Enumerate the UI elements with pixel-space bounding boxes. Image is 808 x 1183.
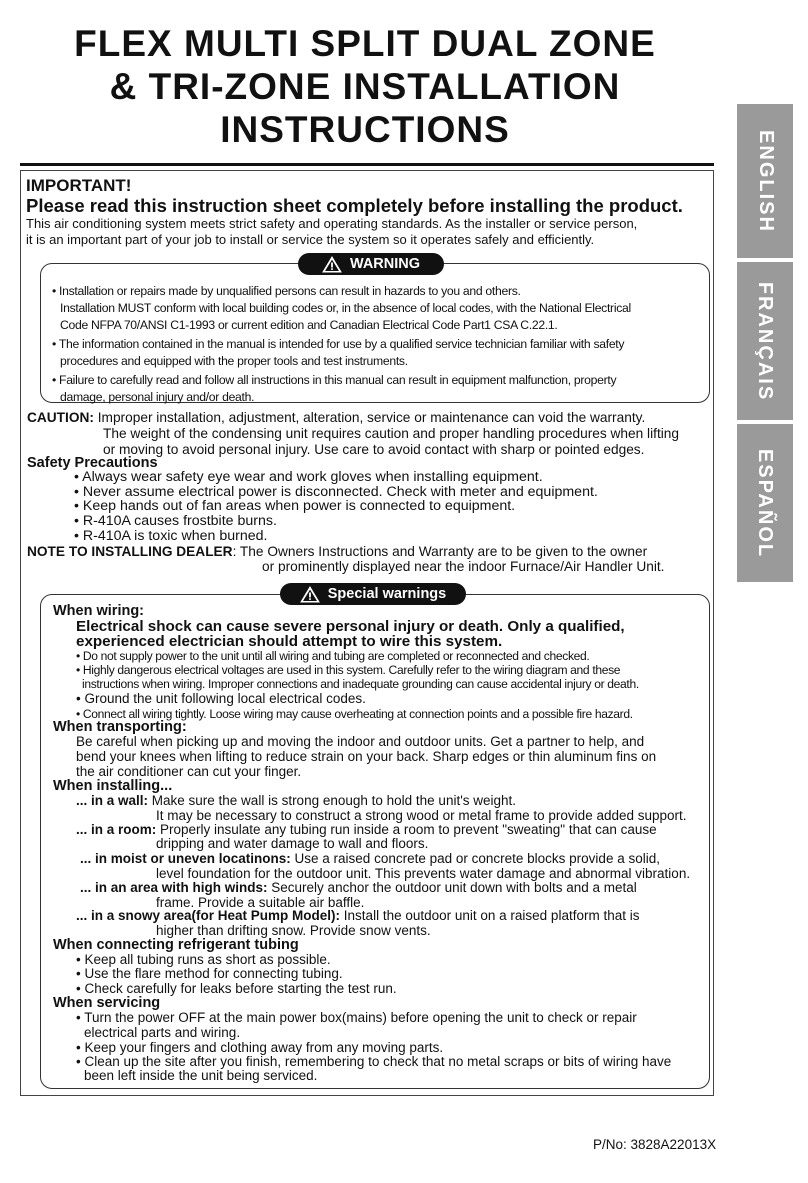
warning-line: damage, personal injury and/or death. xyxy=(60,390,255,404)
install-wall xyxy=(76,794,516,809)
install-wind-text: Securely anchor the outdoor unit down with bolts and a metal xyxy=(267,880,637,895)
install-snow xyxy=(76,909,639,924)
transporting-heading: When transporting: xyxy=(53,719,187,735)
safety-heading: Safety Precautions xyxy=(27,455,158,471)
caution-line: Improper installation, adjustment, alteration, service or maintenance can void the warranty. xyxy=(97,410,646,425)
tab-francais[interactable] xyxy=(737,262,793,420)
dealer-note-label: NOTE TO INSTALLING DEALER xyxy=(27,544,233,559)
caution-text xyxy=(27,410,645,426)
list-item: • Ground the unit following local electrical codes. xyxy=(76,691,366,706)
caution-line: or moving to avoid personal injury. Use care to avoid contact with sharp or pointed edges. xyxy=(103,442,645,457)
install-moist-text: level foundation for the outdoor unit. This prevents water damage and abnormal vibration. xyxy=(156,866,691,881)
install-wall-label: ... in a wall: xyxy=(76,793,149,808)
warning-line: • The information contained in the manual is intended for use by a qualified service technician familiar with safety xyxy=(52,337,625,351)
caution-label: CAUTION: xyxy=(27,410,94,425)
transporting-line: bend your knees when lifting to reduce strain on your back. Sharp edges or thin aluminum fins on xyxy=(76,749,657,764)
part-number: P/No: 3828A22013X xyxy=(593,1137,717,1152)
list-item: • Always wear safety eye wear and work gloves when installing equipment. xyxy=(74,469,543,485)
tubing-heading: When connecting refrigerant tubing xyxy=(53,937,299,953)
list-item: • Keep your fingers and clothing away from any moving parts. xyxy=(76,1040,444,1055)
list-item: • Keep all tubing runs as short as possible. xyxy=(76,952,331,967)
important-heading: IMPORTANT! xyxy=(26,176,132,195)
list-item: • Connect all wiring tightly. Loose wiring may cause overheating at connection points and a possible fire hazard. xyxy=(76,707,633,721)
dealer-note-line: : The Owners Instructions and Warranty are to be given to the owner xyxy=(232,544,648,559)
important-body-line: it is an important part of your job to install or service the system so it operates safely and efficiently. xyxy=(26,231,595,247)
special-warnings-label xyxy=(280,583,466,605)
tab-english-label: ENGLISH xyxy=(754,129,777,233)
install-moist xyxy=(80,852,660,867)
list-item xyxy=(52,336,702,370)
install-wind-text: frame. Provide a suitable air baffle. xyxy=(156,895,365,910)
warning-line: Code NFPA 70/ANSI C1-1993 or current edition and Canadian Electrical Code Part1 CSA C.22.1. xyxy=(60,318,558,332)
list-item: been left inside the unit being serviced. xyxy=(84,1068,318,1083)
page-title xyxy=(0,22,730,151)
list-item xyxy=(52,283,702,334)
title-divider xyxy=(20,163,714,166)
transporting-line: the air conditioner can cut your finger. xyxy=(76,764,302,779)
install-wall-text: It may be necessary to construct a strong wood or metal frame to provide added support. xyxy=(156,808,687,823)
wiring-emphasis: experienced electrician should attempt to wire this system. xyxy=(76,633,503,650)
list-item: electrical parts and wiring. xyxy=(84,1025,241,1040)
important-subheading: Please read this instruction sheet completely before installing the product. xyxy=(26,195,683,216)
warning-list xyxy=(52,283,702,408)
list-item: • Clean up the site after you finish, remembering to check that no metal scraps or bits of wiring have xyxy=(76,1054,672,1069)
dealer-note-line: or prominently displayed near the indoor Furnace/Air Handler Unit. xyxy=(262,559,665,574)
tab-francais-label: FRANÇAIS xyxy=(754,281,777,401)
list-item: • Keep hands out of fan areas when power is connected to equipment. xyxy=(74,498,516,515)
list-item xyxy=(52,372,702,406)
install-wind-label: ... in an area with high winds: xyxy=(80,880,268,895)
tab-espanol-label: ESPAÑOL xyxy=(754,448,777,558)
warning-triangle-icon xyxy=(322,256,342,273)
list-item: • Do not supply power to the unit until all wiring and tubing are completed or reconnected and checked. xyxy=(76,649,590,663)
install-snow-text: higher than drifting snow. Provide snow vents. xyxy=(156,923,431,938)
title-line-3: INSTRUCTIONS xyxy=(220,109,510,150)
install-room-text: Properly insulate any tubing run inside a room to prevent "sweating" that can cause xyxy=(156,822,657,837)
servicing-heading: When servicing xyxy=(53,995,161,1011)
list-item: • R-410A is toxic when burned. xyxy=(74,527,268,544)
install-snow-label: ... in a snowy area(for Heat Pump Model): xyxy=(76,908,341,923)
warning-line: procedures and equipped with the proper tools and test instruments. xyxy=(60,354,408,368)
list-item: • Highly dangerous electrical voltages are used in this system. Carefully refer to the wiring diagram and these xyxy=(76,663,621,677)
list-item: • Never assume electrical power is disconnected. Check with meter and equipment. xyxy=(74,483,598,500)
list-item: • Use the flare method for connecting tubing. xyxy=(76,966,343,981)
tab-english[interactable] xyxy=(737,104,793,258)
installing-heading: When installing... xyxy=(53,778,173,794)
install-room-text: dripping and water damage to wall and floors. xyxy=(156,836,429,851)
safety-list xyxy=(74,470,598,544)
list-item: • Turn the power OFF at the main power box(mains) before opening the unit to check or repair xyxy=(76,1010,637,1025)
warning-line: • Installation or repairs made by unqualified persons can result in hazards to you and others. xyxy=(52,284,521,298)
special-warnings-label-text: Special warnings xyxy=(327,586,447,602)
list-item: • Check carefully for leaks before starting the test run. xyxy=(76,981,397,996)
dealer-note xyxy=(27,544,647,559)
install-wind xyxy=(80,881,637,896)
wiring-heading: When wiring: xyxy=(53,603,145,619)
install-snow-text: Install the outdoor unit on a raised platform that is xyxy=(340,908,640,923)
install-moist-label: ... in moist or uneven locatinons: xyxy=(80,851,291,866)
list-item: instructions when wiring. Improper connections and inadequate grounding can cause accidental injury or death. xyxy=(82,677,639,691)
warning-label-text: WARNING xyxy=(349,256,421,272)
caution-line: The weight of the condensing unit requires caution and proper handling procedures when lifting xyxy=(103,426,680,441)
title-line-2: & TRI-ZONE INSTALLATION xyxy=(109,66,621,107)
install-wall-text: Make sure the wall is strong enough to hold the unit's weight. xyxy=(148,793,517,808)
important-body xyxy=(26,216,637,247)
tab-espanol[interactable] xyxy=(737,424,793,582)
transporting-line: Be careful when picking up and moving the indoor and outdoor units. Get a partner to help, and xyxy=(76,734,645,749)
warning-triangle-icon xyxy=(300,586,320,603)
list-item: • R-410A causes frostbite burns. xyxy=(74,513,277,530)
important-body-line: This air conditioning system meets strict safety and operating standards. As the installer or service person, xyxy=(26,216,638,231)
warning-label xyxy=(298,253,444,275)
warning-line: • Failure to carefully read and follow all instructions in this manual can result in equipment malfunction, property xyxy=(52,373,617,387)
title-line-1: FLEX MULTI SPLIT DUAL ZONE xyxy=(74,23,656,64)
warning-line: Installation MUST conform with local building codes or, in the absence of local codes, with the National Electrical xyxy=(60,301,631,315)
install-moist-text: Use a raised concrete pad or concrete blocks provide a solid, xyxy=(290,851,660,866)
wiring-emphasis: Electrical shock can cause severe personal injury or death. Only a qualified, xyxy=(76,618,625,635)
install-room-label: ... in a room: xyxy=(76,822,157,837)
